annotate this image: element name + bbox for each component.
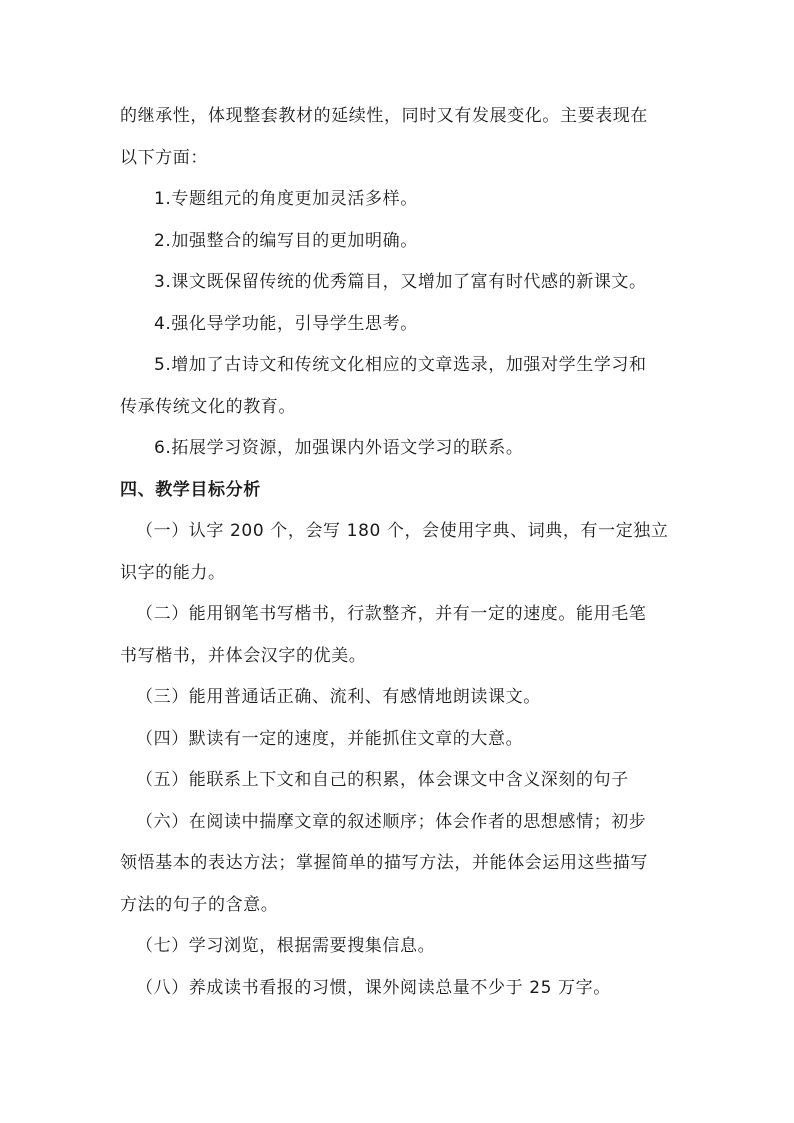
list-item: 4.强化导学功能，引导学生思考。 — [154, 313, 418, 334]
paragraph-line: 领悟基本的表达方法；掌握简单的描写方法，并能体会运用这些描写 — [120, 853, 648, 873]
paragraph-line: 书写楷书，并体会汉字的优美。 — [120, 645, 367, 666]
goal-item: （四）默读有一定的速度，并能抓住文章的大意。 — [136, 728, 524, 749]
list-item: 1.专题组元的角度更加灵活多样。 — [154, 189, 418, 209]
list-item: 6.拓展学习资源，加强课内外语文学习的联系。 — [154, 438, 524, 458]
list-item: 3.课文既保留传统的优秀篇目，又增加了富有时代感的新课文。 — [154, 272, 647, 292]
goal-item: （六）在阅读中揣摩文章的叙述顺序；体会作者的思想感情；初步 — [136, 811, 647, 832]
document-body — [120, 96, 680, 1009]
paragraph-line: 传承传统文化的教育。 — [120, 396, 296, 417]
list-item: 5.增加了古诗文和传统文化相应的文章选录，加强对学生学习和 — [154, 355, 647, 375]
paragraph-line: 识字的能力。 — [120, 562, 226, 583]
goal-item: （三）能用普通话正确、流利、有感情地朗读课文。 — [136, 687, 541, 707]
goal-item: （七）学习浏览，根据需要搜集信息。 — [136, 936, 436, 956]
goal-item: （八）养成读书看报的习惯，课外阅读总量不少于 25 万字。 — [136, 977, 611, 998]
paragraph-line: 方法的句子的含意。 — [120, 894, 279, 915]
list-item: 2.加强整合的编写目的更加明确。 — [154, 230, 418, 251]
paragraph-line: 以下方面： — [120, 147, 208, 168]
goal-item: （五）能联系上下文和自己的积累，体会课文中含义深刻的句子 — [136, 770, 629, 790]
section-heading: 四、教学目标分析 — [120, 479, 261, 500]
paragraph-line: 的继承性，体现整套教材的延续性，同时又有发展变化。主要表现在 — [120, 106, 648, 126]
goal-item: （一）认字 200 个，会写 180 个，会使用字典、词典，有一定独立 — [136, 521, 669, 541]
goal-item: （二）能用钢笔书写楷书，行款整齐，并有一定的速度。能用毛笔 — [136, 604, 647, 624]
